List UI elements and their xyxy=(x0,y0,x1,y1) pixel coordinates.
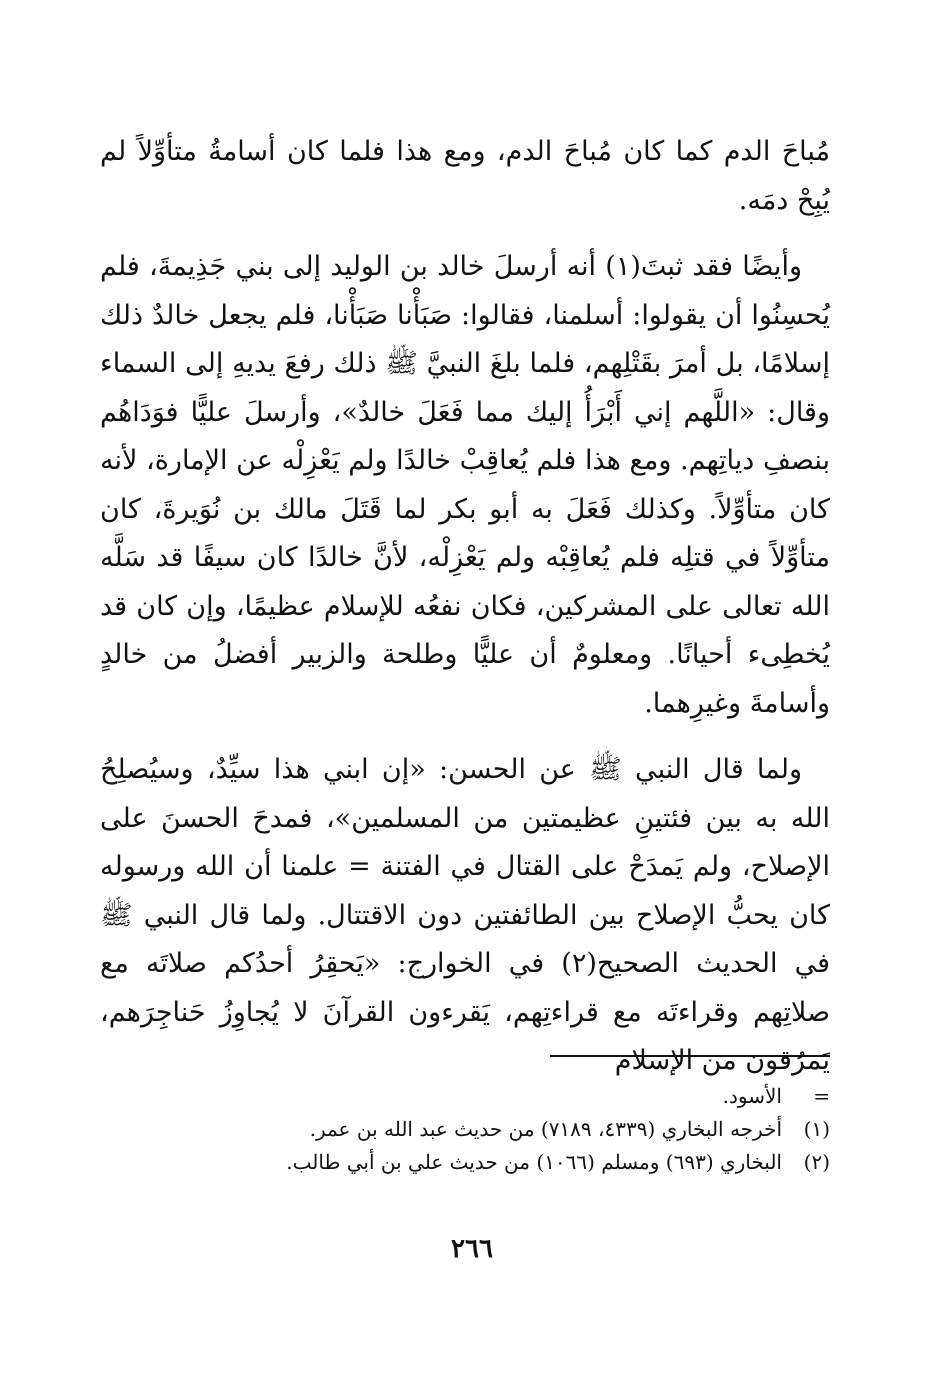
main-text xyxy=(100,128,830,1086)
footnote-marker: (٢) xyxy=(803,1150,830,1174)
footnote-text: الأسود. xyxy=(722,1084,782,1108)
footnote-marker: = xyxy=(813,1084,830,1108)
footnote-1 xyxy=(120,1113,830,1146)
footnotes xyxy=(120,1080,830,1179)
footnote-continuation xyxy=(120,1080,830,1113)
footnote-2 xyxy=(120,1146,830,1179)
footnote-separator xyxy=(550,1055,830,1057)
footnote-text: أخرجه البخاري (٤٣٣٩، ٧١٨٩) من حديث عبد الله بن عمر. xyxy=(309,1117,782,1141)
paragraph-2: وأيضًا فقد ثبتَ(١) أنه أرسلَ خالد بن الوليد إلى بني جَذِيمةَ، فلم يُحسِنُوا أن يقولوا: أسلمنا، فقالوا: صَبَأْنا صَبَأْنا، فلم يجعل خالدٌ ذلك إسلامًا، بل أمرَ بقَتْلِهم، فلما بلغَ النبيَّ ﷺ ذلك رفعَ يديهِ إلى السماء وقال: «اللَّهم إني أَبْرَأُ إليك مما فَعَلَ خالدٌ»، وأرسلَ عليًّا فوَدَاهُم بنصفِ دياتِهم. ومع هذا فلم يُعاقِبْ خالدًا ولم يَعْزِلْه عن الإمارة، لأنه كان متأوِّلاً. وكذلك فَعَلَ به أبو بكر لما قَتَلَ مالك بن نُوَيرةَ، كان متأوِّلاً في قتلِه فلم يُعاقِبْه ولم يَعْزِلْه، لأنَّ خالدًا كان سيفًا قد سَلَّه الله تعالى على المشركين، فكان نفعُه للإسلام عظيمًا، وإن كان قد يُخطِىء أحيانًا. ومعلومٌ أن عليًّا وطلحة والزبير أفضلُ من خالدٍ وأسامةَ وغيرِهما. xyxy=(100,251,830,719)
footnote-marker: (١) xyxy=(803,1117,830,1141)
footnote-text: البخاري (٦٩٣) ومسلم (١٠٦٦) من حديث علي بن أبي طالب. xyxy=(286,1150,782,1174)
paragraph-1: مُباحَ الدم كما كان مُباحَ الدم، ومع هذا فلما كان أسامةُ متأوِّلاً لم يُبِحْ دمَه. xyxy=(100,136,830,216)
paragraph-3: ولما قال النبي ﷺ عن الحسن: «إن ابني هذا سيِّدٌ، وسيُصلِحُ الله به بين فئتينِ عظيمتين من المسلمين»، فمدحَ الحسنَ على الإصلاح، ولم يَمدَحْ على القتال في الفتنة = علمنا أن الله ورسوله كان يحبُّ الإصلاح بين الطائفتين دون الاقتتال. ولما قال النبي ﷺ في الحديث الصحيح(٢) في الخوارج: «يَحقِرُ أحدُكم صلاتَه مع صلاتِهم وقراءتَه مع قراءتِهم، يَقرءون القرآنَ لا يُجاوِزُ حَناجِرَهم، يَمرُقون من الإسلام xyxy=(100,754,830,1076)
page-number: ٢٦٦ xyxy=(451,1234,493,1264)
